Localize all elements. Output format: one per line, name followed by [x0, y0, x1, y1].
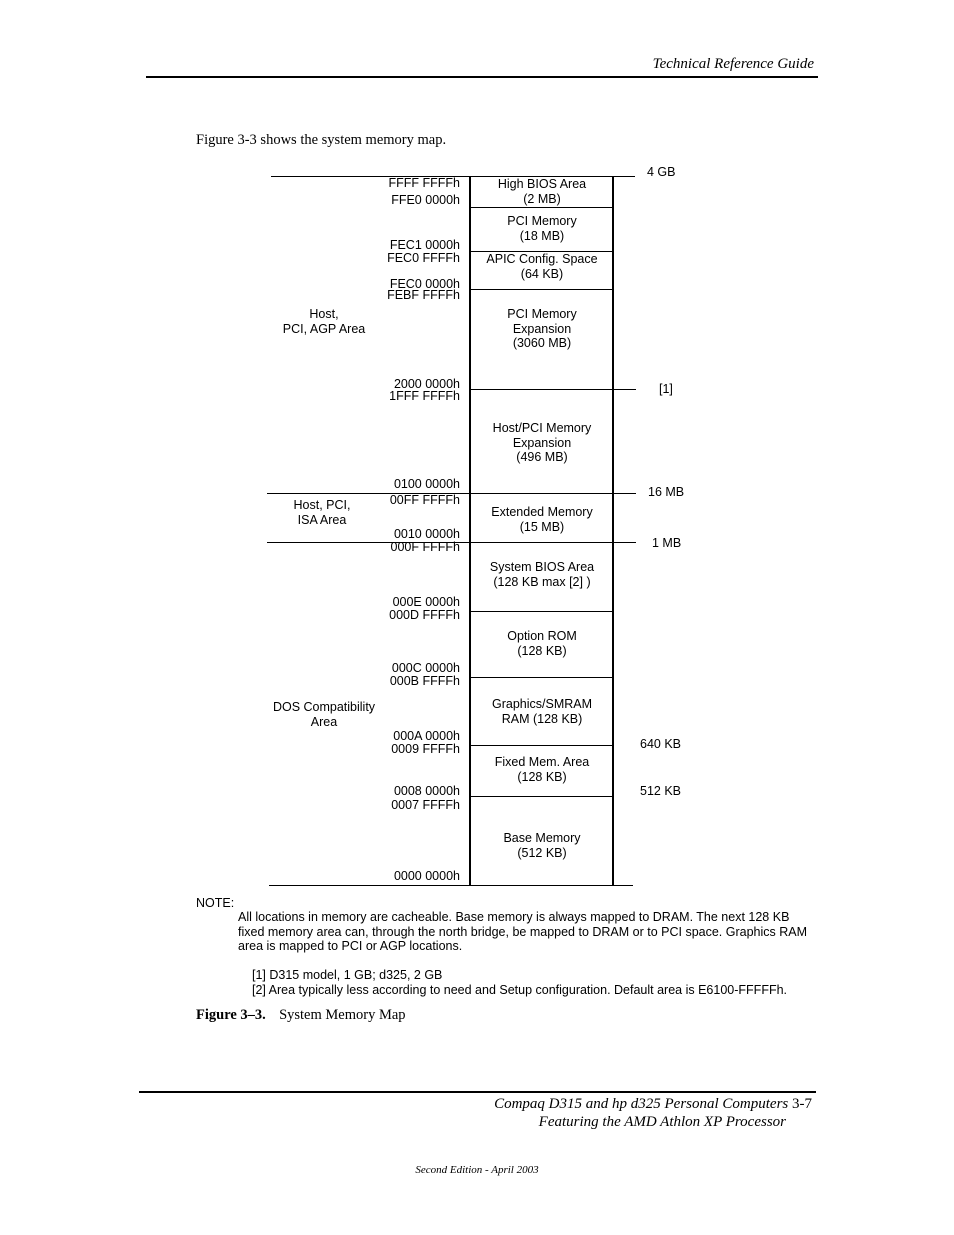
- region-extended-memory: Extended Memory (15 MB): [491, 505, 593, 534]
- address-label: FFE0 0000h: [391, 193, 460, 207]
- address-label: FEBF FFFFh: [387, 288, 460, 302]
- size-label-640kb: 640 KB: [640, 737, 682, 751]
- caption-title: System Memory Map: [279, 1007, 406, 1023]
- boundary-000a: [470, 745, 613, 746]
- address-label: 0010 0000h: [393, 527, 460, 541]
- address-label: 000C 0000h: [391, 661, 460, 675]
- address-label: 2000 0000h: [393, 377, 460, 391]
- caption-number: Figure 3–3.: [196, 1007, 266, 1023]
- region-high-bios: High BIOS Area (2 MB): [497, 177, 587, 206]
- address-label: 1FFF FFFFh: [389, 389, 460, 403]
- address-label: 000F FFFFh: [390, 540, 460, 554]
- region-fixed-mem: Fixed Mem. Area (128 KB): [494, 755, 590, 784]
- region-system-bios: System BIOS Area (128 KB max [2] ): [489, 560, 595, 589]
- footer-line1: Compaq D315 and hp d325 Personal Computers: [494, 1096, 789, 1112]
- address-label: FEC1 0000h: [389, 238, 460, 252]
- address-label: 000B FFFFh: [389, 674, 460, 688]
- boundary-0008: [470, 796, 613, 797]
- footer-line2: Featuring the AMD Athlon XP Processor: [538, 1114, 786, 1130]
- region-option-rom: Option ROM (128 KB): [507, 629, 577, 658]
- region-base-memory: Base Memory (512 KB): [503, 831, 581, 860]
- address-label: FFFF FFFFh: [388, 176, 460, 190]
- note-line: All locations in memory are cacheable. Base memory is always mapped to DRAM. The next 128 KB: [238, 910, 790, 924]
- boundary-bottom: [269, 885, 633, 886]
- region-host-pci-memory-expansion: Host/PCI Memory Expansion (496 MB): [492, 421, 592, 464]
- size-label-footnote1: [1]: [659, 382, 673, 396]
- header-title: Technical Reference Guide: [652, 56, 814, 72]
- footnote-1: [1] D315 model, 1 GB; d325, 2 GB: [252, 968, 443, 982]
- header-rule: [146, 76, 818, 78]
- size-label-16mb: 16 MB: [648, 485, 685, 499]
- size-label-1mb: 1 MB: [652, 536, 682, 550]
- figure-caption: [196, 1007, 406, 1024]
- intro-text: Figure 3-3 shows the system memory map.: [196, 132, 447, 148]
- area-host-pci-agp: Host, PCI, AGP Area: [282, 307, 366, 336]
- address-label: 000E 0000h: [392, 595, 460, 609]
- boundary-ffe0: [470, 207, 613, 208]
- address-label: 0008 0000h: [393, 784, 460, 798]
- size-label-512kb: 512 KB: [640, 784, 682, 798]
- address-label: 0100 0000h: [393, 477, 460, 491]
- region-pci-memory-expansion: PCI Memory Expansion (3060 MB): [507, 307, 577, 350]
- address-label: 0007 FFFFh: [391, 798, 460, 812]
- address-label: 0009 FFFFh: [391, 742, 460, 756]
- area-dos-compatibility: DOS Compatibility Area: [272, 700, 376, 729]
- area-host-pci-isa: Host, PCI, ISA Area: [293, 498, 351, 527]
- boundary-000c: [470, 677, 613, 678]
- boundary-2000: [470, 389, 636, 390]
- address-label: FEC0 FFFFh: [387, 251, 460, 265]
- address-label: 000D FFFFh: [389, 608, 460, 622]
- region-pci-memory: PCI Memory (18 MB): [507, 214, 577, 243]
- footer-rule: [139, 1091, 816, 1093]
- footnote-2: [2] Area typically less according to need and Setup configuration. Default area is E6100-FFFFFh.: [252, 983, 788, 997]
- address-label: 0000 0000h: [393, 869, 460, 883]
- footer-title: [400, 1096, 812, 1113]
- boundary-fec0: [470, 289, 613, 290]
- note-label: NOTE:: [196, 896, 235, 910]
- region-graphics-smram: Graphics/SMRAM RAM (128 KB): [491, 697, 593, 726]
- footer-page-number: 3-7: [792, 1096, 812, 1112]
- size-label-4gb: 4 GB: [647, 165, 676, 179]
- region-apic-config: APIC Config. Space (64 KB): [486, 252, 598, 281]
- address-label: 00FF FFFFh: [389, 493, 460, 507]
- boundary-000e: [470, 611, 613, 612]
- note-line: fixed memory area can, through the north bridge, be mapped to DRAM or to PCI space. Graphics RAM: [238, 925, 808, 939]
- address-label: FEC0 0000h: [389, 277, 460, 291]
- footer-edition: Second Edition - April 2003: [415, 1164, 539, 1176]
- address-label: 000A 0000h: [393, 729, 460, 743]
- note-line: area is mapped to PCI or AGP locations.: [238, 939, 463, 953]
